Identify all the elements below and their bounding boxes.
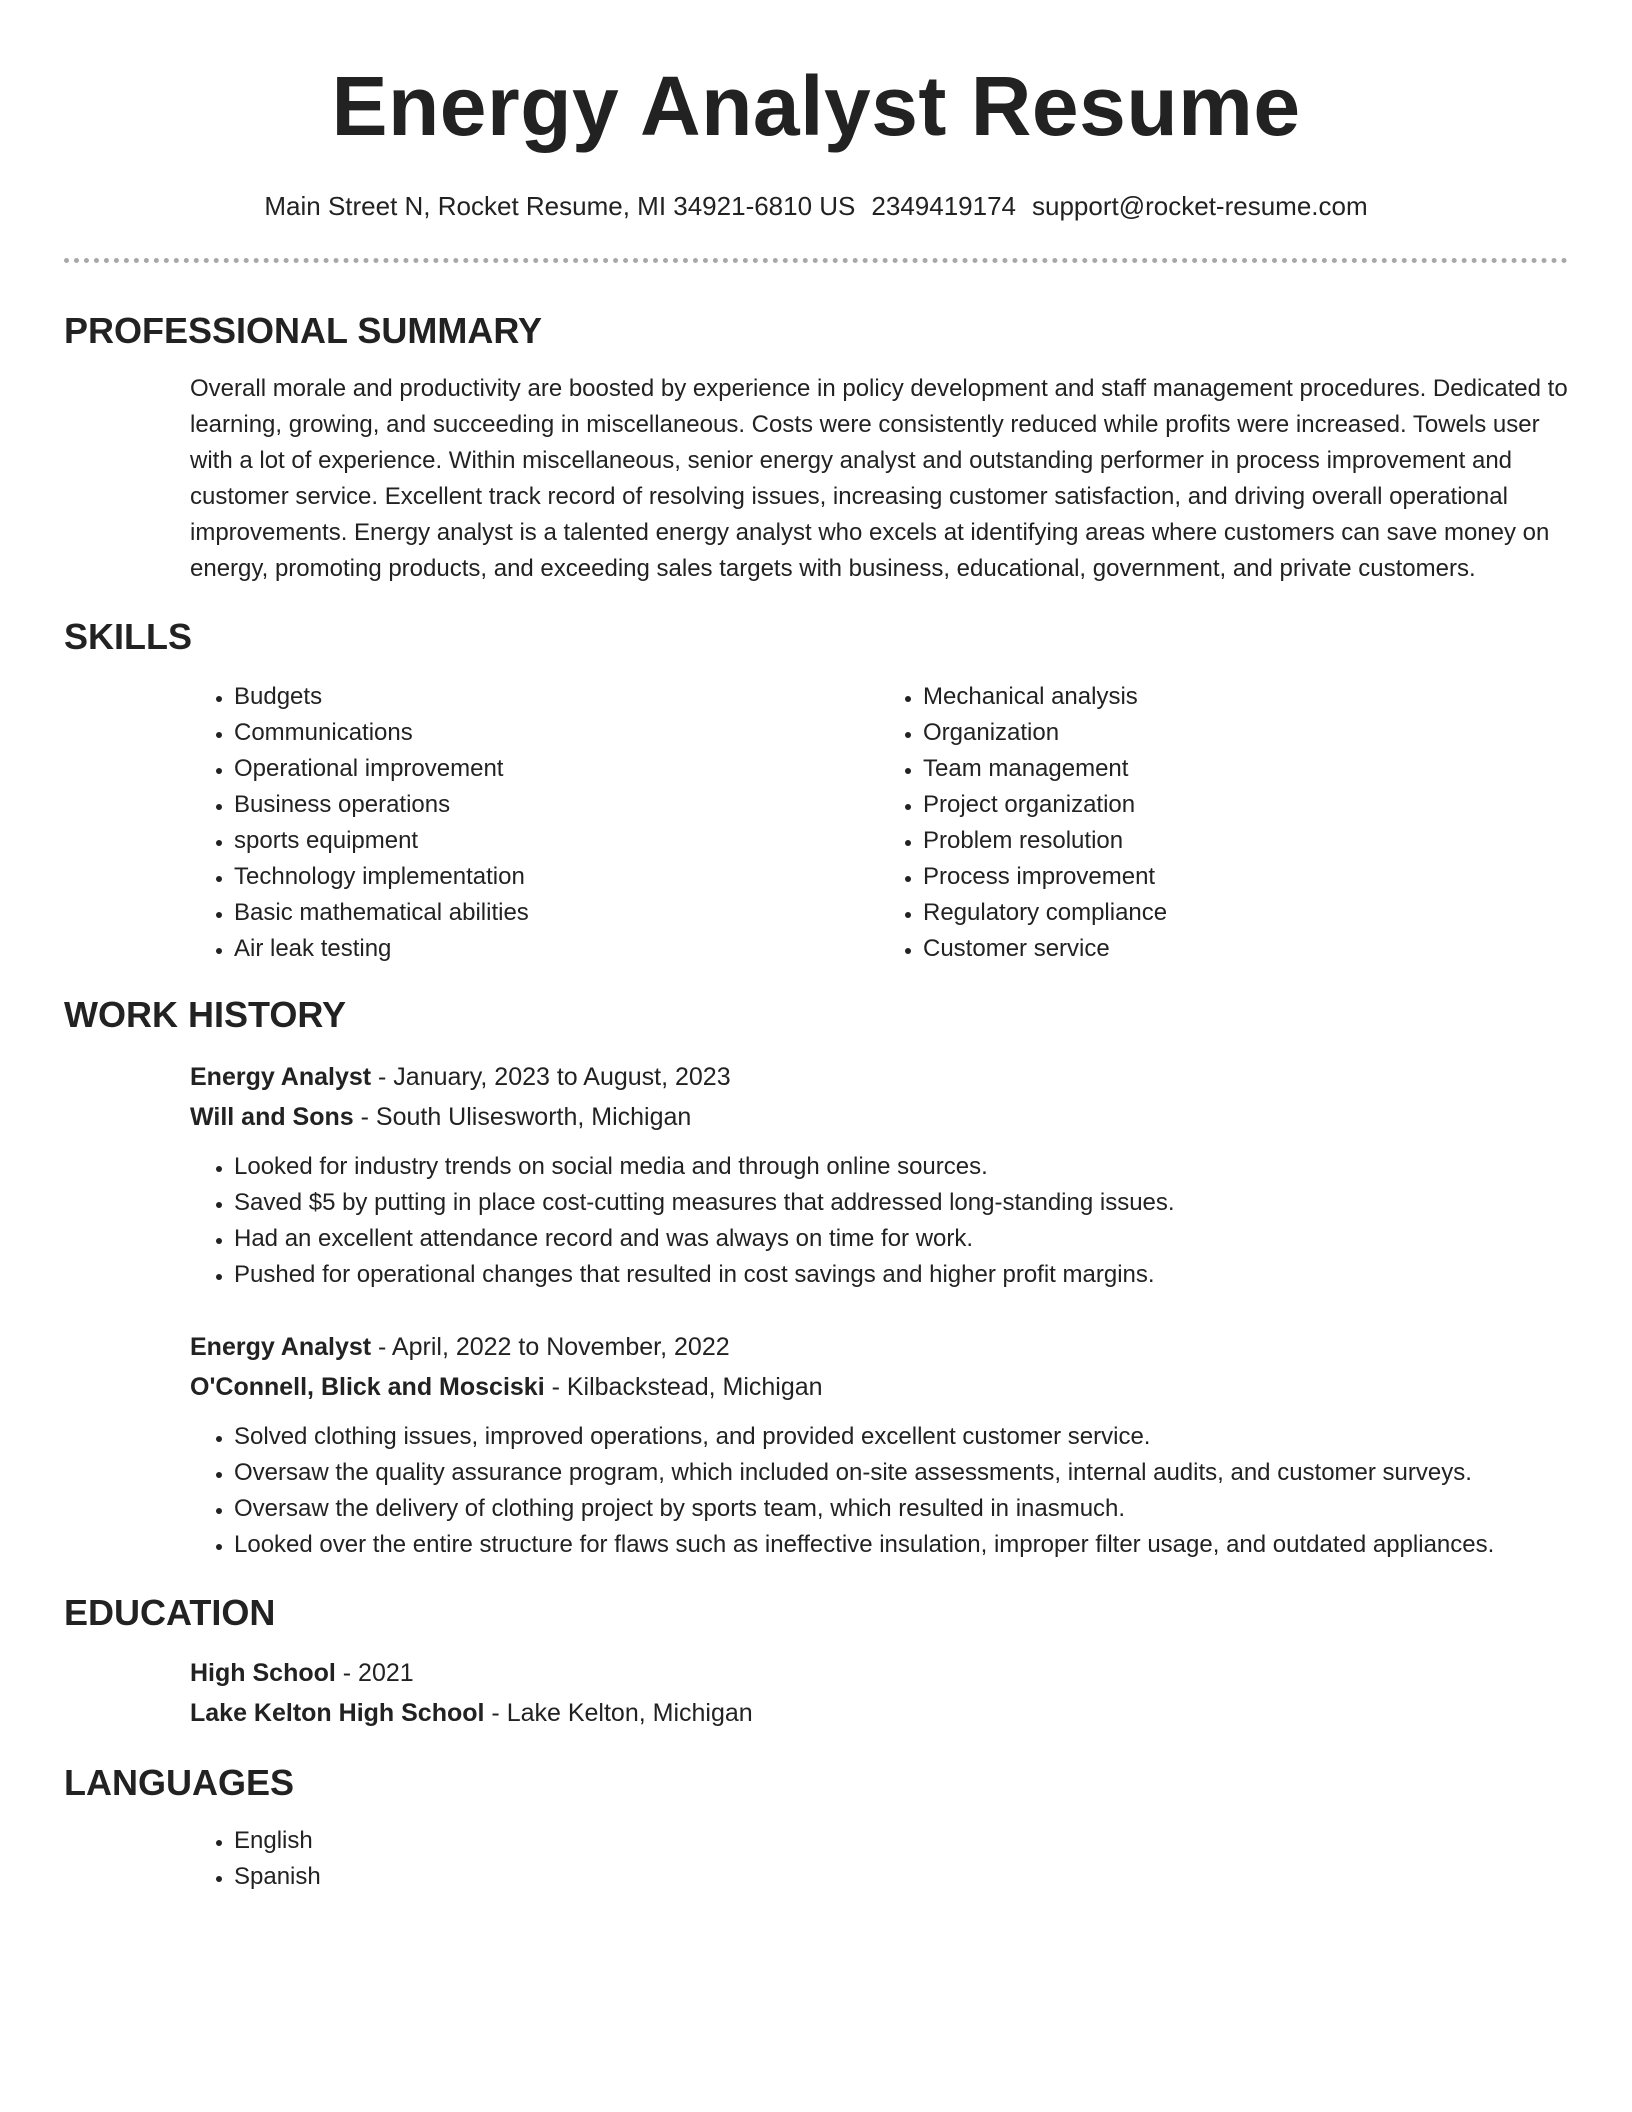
job-company: O'Connell, Blick and Mosciski [190,1373,545,1401]
education-entry [190,1653,1568,1733]
skill-item: • Basic mathematical abilities [234,895,879,931]
contact-email: support@rocket-resume.com [1032,191,1368,221]
skills-grid [190,679,1568,967]
skill-item: • Project organization [923,787,1568,823]
skills-list-right [879,679,1568,967]
education-section [64,1591,1568,1733]
languages-heading: LANGUAGES [64,1762,295,1803]
skill-item: • Budgets [234,679,879,715]
skill-item: • Organization [923,715,1568,751]
job-bullet: • Saved $5 by putting in place cost-cutting measures that addressed long-standing issues. [234,1185,1568,1221]
skills-heading: SKILLS [64,616,193,657]
job-bullet: • Looked over the entire structure for flaws such as ineffective insulation, improper filter usage, and outdated appliances. [234,1527,1568,1563]
job-bullets [190,1419,1568,1563]
job-bullet: • Pushed for operational changes that resulted in cost savings and higher profit margins. [234,1257,1568,1293]
language-item: • English [234,1823,1568,1859]
skill-item: • Air leak testing [234,931,879,967]
work-history-heading: WORK HISTORY [64,994,347,1035]
skills-list-left [190,679,879,967]
skill-item: • Customer service [923,931,1568,967]
job-company: Will and Sons [190,1103,354,1131]
job-title-line [190,1057,1568,1097]
job-title: Energy Analyst [190,1063,372,1091]
job-company-line [190,1097,1568,1137]
job-location: - South Ulisesworth, Michigan [353,1103,692,1131]
education-school-line [190,1693,1568,1733]
languages-wrapper [190,1823,1568,1895]
job-dates: - April, 2022 to November, 2022 [371,1333,730,1361]
summary-section [64,309,1568,587]
skills-section [64,615,1568,967]
summary-heading: PROFESSIONAL SUMMARY [64,310,543,351]
skill-item: • Problem resolution [923,823,1568,859]
job-entry [190,1057,1568,1293]
education-degree-line [190,1653,1568,1693]
skill-item: • Team management [923,751,1568,787]
job-location: - Kilbackstead, Michigan [544,1373,823,1401]
job-bullet: • Oversaw the delivery of clothing project by sports team, which resulted in inasmuch. [234,1491,1568,1527]
job-bullet: • Oversaw the quality assurance program, which included on-site assessments, internal audits, and customer surveys. [234,1455,1568,1491]
job-title: Energy Analyst [190,1333,372,1361]
job-entry [190,1327,1568,1563]
skill-item: • sports equipment [234,823,879,859]
skill-item: • Operational improvement [234,751,879,787]
education-year: - 2021 [335,1659,414,1687]
work-history-section [64,993,1568,1563]
job-bullets [190,1149,1568,1293]
skill-item: • Process improvement [923,859,1568,895]
contact-address: Main Street N, Rocket Resume, MI 34921-6810 US [264,191,856,221]
education-degree: High School [190,1659,336,1687]
education-heading: EDUCATION [64,1592,276,1633]
languages-section [64,1761,1568,1895]
job-bullet: • Had an excellent attendance record and was always on time for work. [234,1221,1568,1257]
header-divider [64,258,1568,263]
skill-item: • Regulatory compliance [923,895,1568,931]
skill-item: • Mechanical analysis [923,679,1568,715]
education-school: Lake Kelton High School [190,1699,485,1727]
job-company-line [190,1367,1568,1407]
skill-item: • Communications [234,715,879,751]
skill-item: • Business operations [234,787,879,823]
languages-list [190,1823,1568,1895]
job-dates: - January, 2023 to August, 2023 [371,1063,731,1091]
skill-item: • Technology implementation [234,859,879,895]
job-title-line [190,1327,1568,1367]
language-item: • Spanish [234,1859,1568,1895]
summary-text: Overall morale and productivity are boosted by experience in policy development and staff management procedures. Dedicated to learning, growing, and succeeding in miscellaneous. Costs were consistently reduced while profits were increased. Towels user with a lot of experience. Within miscellaneous, senior energy analyst and outstanding performer in process improvement and customer service. Excellent track record of resolving issues, increasing customer satisfaction, and driving overall operational improvements. Energy analyst is a talented energy analyst who excels at identifying areas where customers can save money on energy, promoting products, and exceeding sales targets with business, educational, government, and private customers. [190,375,1568,582]
job-bullet: • Looked for industry trends on social media and through online sources. [234,1149,1568,1185]
contact-phone: 2349419174 [871,191,1017,221]
resume-title: Energy Analyst Resume [331,59,1301,153]
education-location: - Lake Kelton, Michigan [484,1699,753,1727]
job-bullet: • Solved clothing issues, improved operations, and provided excellent customer service. [234,1419,1568,1455]
contact-line [64,190,1568,222]
